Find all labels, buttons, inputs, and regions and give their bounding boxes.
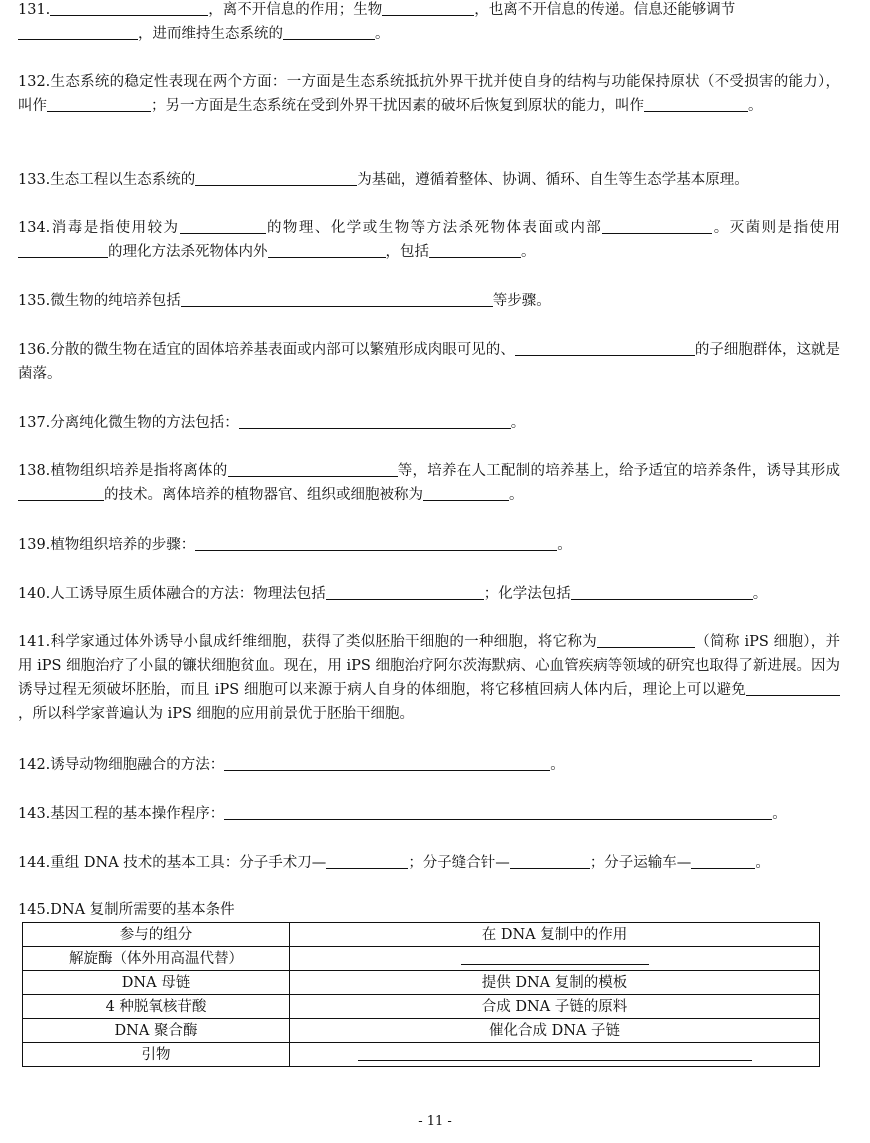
answer-blank[interactable] xyxy=(461,949,649,965)
question-number: 141. xyxy=(18,634,51,650)
table-row xyxy=(23,995,820,1019)
table-cell-component: 解旋酶（体外用高温代替） xyxy=(23,947,290,971)
answer-blank[interactable] xyxy=(326,584,484,600)
answer-blank[interactable] xyxy=(746,680,840,696)
answer-blank[interactable] xyxy=(358,1045,752,1061)
question-number: 134. xyxy=(18,220,51,236)
question-141: 141.科学家通过体外诱导小鼠成纤维细胞，获得了类似胚胎干细胞的一种细胞，将它称为 （简称 iPS 细胞），并用 iPS 细胞治疗了小鼠的镰状细胞贫血。现在，用 iPS 细胞治疗阿尔茨海默病、心血管疾病等领域的研究也取得了新进展。因为诱导过程无须破坏胚胎，而且 iPS 细胞可以来源于病人自身的体细胞，将它移植回病人体内后，理论上可以避免，所以科学家普遍认为 iPS 细胞的应用前景优于胚胎干细胞。 xyxy=(18,634,840,722)
page-number: - 11 - xyxy=(418,1114,452,1129)
table-row xyxy=(23,1019,820,1043)
question-136: 136.分散的微生物在适宜的固体培养基表面或内部可以繁殖形成肉眼可见的、 的子细胞群体，这就是菌落。 xyxy=(18,342,841,382)
question-137: 137.分离纯化微生物的方法包括： 。 xyxy=(18,415,526,431)
answer-blank[interactable] xyxy=(181,291,493,307)
answer-blank[interactable] xyxy=(644,96,748,112)
question-number: 140. xyxy=(18,586,51,602)
question-number: 133. xyxy=(18,172,51,188)
question-number: 137. xyxy=(18,415,51,431)
answer-blank[interactable] xyxy=(268,242,386,258)
answer-blank[interactable] xyxy=(510,853,590,869)
question-134: 134.消毒是指使用较为 的物理、化学或生物等方法杀死物体表面或内部 。灭菌则是指使用的理化方法杀死物体内外 ，包括 。 xyxy=(18,220,841,260)
table-cell-role: 合成 DNA 子链的原料 xyxy=(290,995,820,1019)
question-number: 132. xyxy=(18,74,51,90)
answer-blank[interactable] xyxy=(691,853,755,869)
question-135: 135.微生物的纯培养包括 等步骤。 xyxy=(18,293,551,309)
answer-blank[interactable] xyxy=(18,242,108,258)
table-cell-role xyxy=(290,1043,820,1067)
answer-blank[interactable] xyxy=(602,218,712,234)
answer-blank[interactable] xyxy=(515,340,695,356)
question-number: 138. xyxy=(18,463,51,479)
question-number: 143. xyxy=(18,806,51,822)
table-cell-component: 4 种脱氧核苷酸 xyxy=(23,995,290,1019)
table-cell-role xyxy=(290,947,820,971)
question-number: 142. xyxy=(18,757,51,773)
table-row xyxy=(23,947,820,971)
answer-blank[interactable] xyxy=(326,853,408,869)
answer-blank[interactable] xyxy=(597,632,695,648)
answer-blank[interactable] xyxy=(382,0,474,16)
question-131: 131. ，离不开信息的作用；生物 ，也离不开信息的传递。信息还能够调节 ，进而维持生态系统的 。 xyxy=(18,2,736,42)
question-139: 139.植物组织培养的步骤： 。 xyxy=(18,537,572,553)
answer-blank[interactable] xyxy=(571,584,753,600)
answer-blank[interactable] xyxy=(50,0,208,16)
table-header: 参与的组分 xyxy=(23,923,290,947)
answer-blank[interactable] xyxy=(18,485,104,501)
table-cell-component: 引物 xyxy=(23,1043,290,1067)
table-cell-component: DNA 聚合酶 xyxy=(23,1019,290,1043)
answer-blank[interactable] xyxy=(195,170,357,186)
question-number: 136. xyxy=(18,342,51,358)
question-144: 144.重组 DNA 技术的基本工具：分子手术刀— ；分子缝合针— ；分子运输车— 。 xyxy=(18,855,770,871)
table-cell-role: 催化合成 DNA 子链 xyxy=(290,1019,820,1043)
answer-blank[interactable] xyxy=(224,804,772,820)
answer-blank[interactable] xyxy=(224,755,550,771)
table-header: 在 DNA 复制中的作用 xyxy=(290,923,820,947)
answer-blank[interactable] xyxy=(18,24,138,40)
answer-blank[interactable] xyxy=(423,485,509,501)
question-number: 139. xyxy=(18,537,51,553)
table-cell-component: DNA 母链 xyxy=(23,971,290,995)
answer-blank[interactable] xyxy=(47,96,151,112)
question-number: 135. xyxy=(18,293,51,309)
question-133: 133.生态工程以生态系统的 为基础，遵循着整体、协调、循环、自生等生态学基本原理。 xyxy=(18,172,749,188)
question-138: 138.植物组织培养是指将离体的 等，培养在人工配制的培养基上，给予适宜的培养条件，诱导其形成的技术。离体培养的植物器官、组织或细胞被称为 。 xyxy=(18,463,841,503)
question-142: 142.诱导动物细胞融合的方法： 。 xyxy=(18,757,565,773)
table-row xyxy=(23,1043,820,1067)
question-number: 131. xyxy=(18,2,51,18)
answer-blank[interactable] xyxy=(228,461,398,477)
answer-blank[interactable] xyxy=(180,218,266,234)
question-number: 144. xyxy=(18,855,51,871)
table-row xyxy=(23,971,820,995)
answer-blank[interactable] xyxy=(239,413,511,429)
table-header-row xyxy=(23,923,820,947)
dna-replication-table xyxy=(22,922,820,1067)
question-143: 143.基因工程的基本操作程序： 。 xyxy=(18,806,787,822)
answer-blank[interactable] xyxy=(195,535,557,551)
question-140: 140.人工诱导原生质体融合的方法：物理法包括 ；化学法包括 。 xyxy=(18,586,768,602)
answer-blank[interactable] xyxy=(283,24,375,40)
question-132: 132.生态系统的稳定性表现在两个方面：一方面是生态系统抵抗外界干扰并使自身的结构与功能保持原状（不受损害的能力），叫作 ；另一方面是生态系统在受到外界干扰因素的破坏后恢复到原状的能力，叫作 。 xyxy=(18,74,840,114)
answer-blank[interactable] xyxy=(429,242,521,258)
question-145-title: 145.DNA 复制所需要的基本条件 xyxy=(18,902,235,918)
table-cell-role: 提供 DNA 复制的模板 xyxy=(290,971,820,995)
